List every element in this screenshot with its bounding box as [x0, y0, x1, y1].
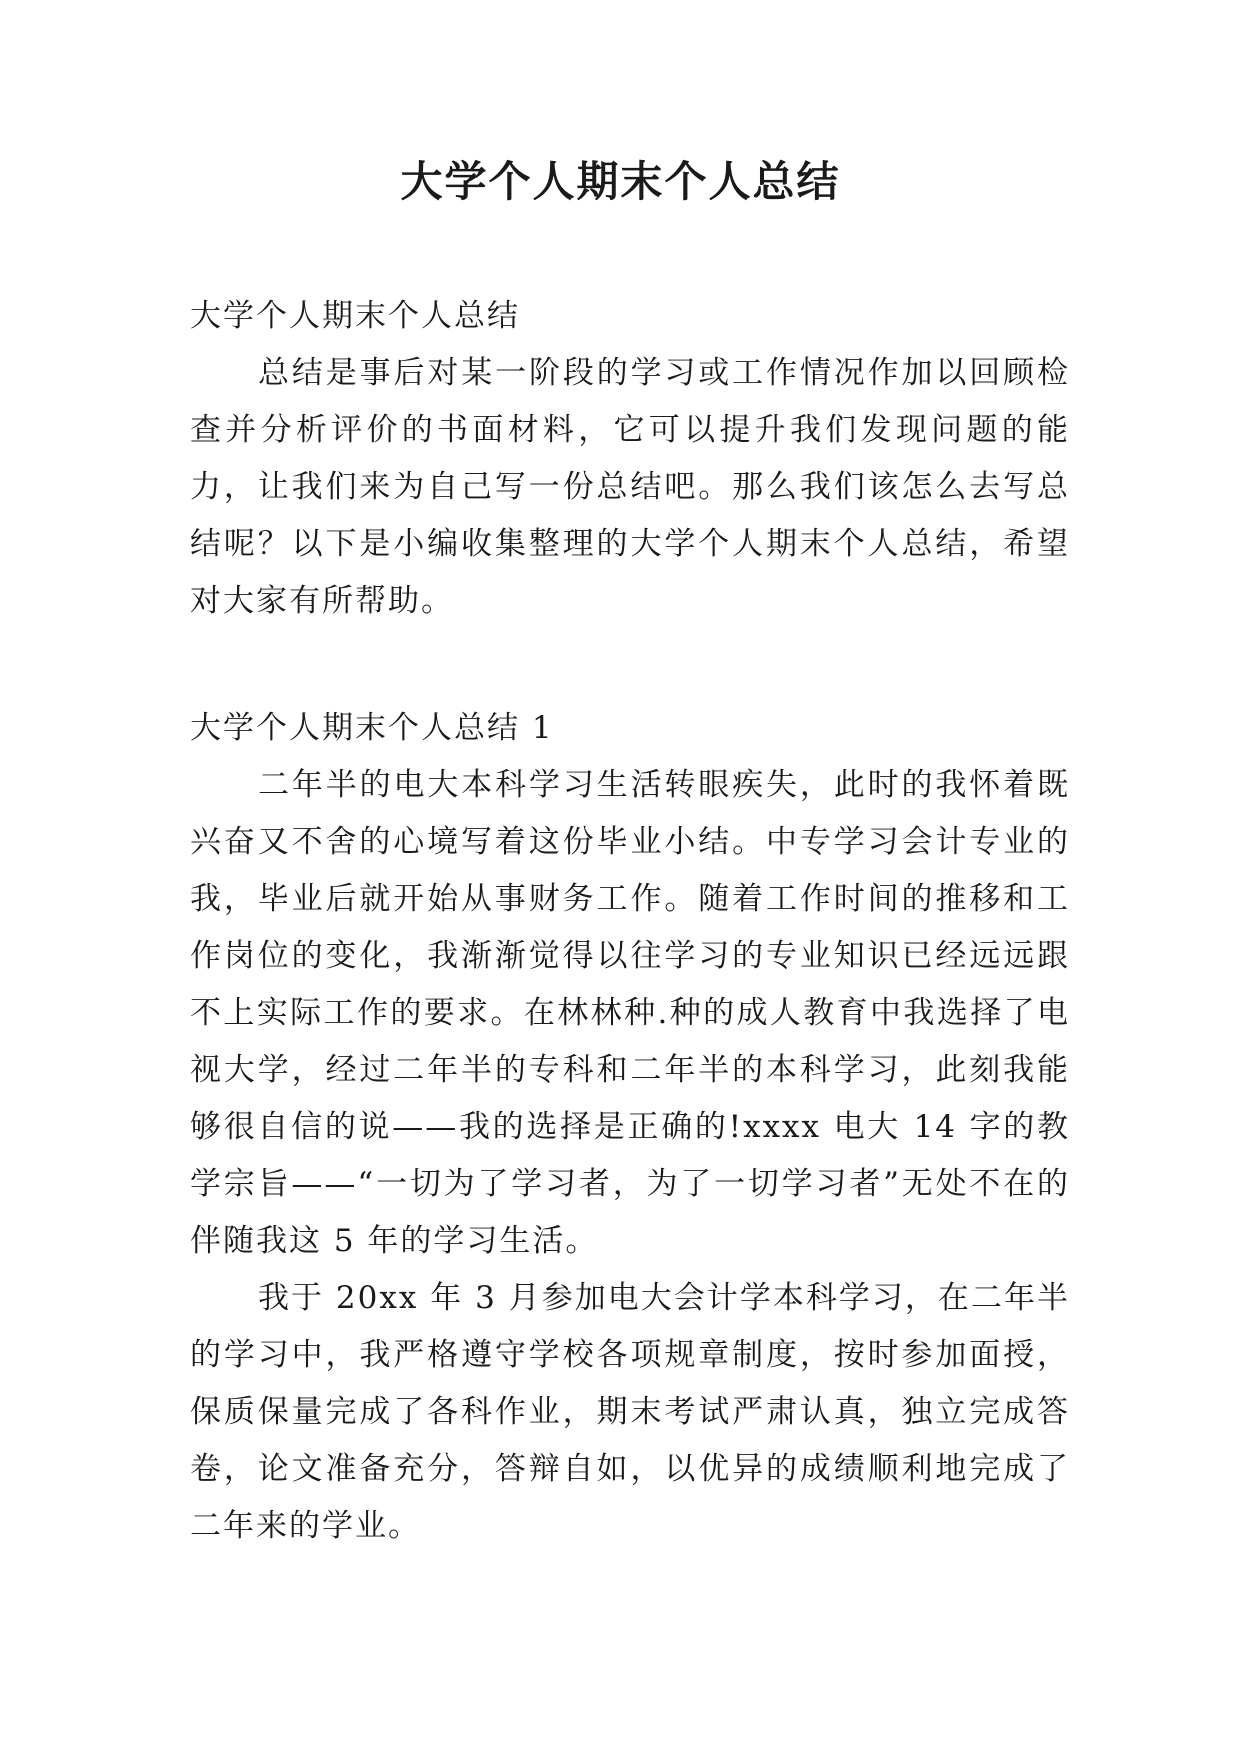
intro-heading: 大学个人期末个人总结 — [190, 298, 520, 334]
section-1 — [190, 700, 1070, 1555]
section-1-paragraph-2: 我于 20xx 年 3 月参加电大会计学本科学习，在二年半的学习中，我严格遵守学校各项规章制度，按时参加面授，保质保量完成了各科作业，期末考试严肃认真，独立完成答卷，论文准备充分，答辩自如，以优异的成绩顺利地完成了二年来的学业。 — [190, 1280, 1070, 1544]
section-1-paragraph-1: 二年半的电大本科学习生活转眼疾失，此时的我怀着既兴奋又不舍的心境写着这份毕业小结。中专学习会计专业的我，毕业后就开始从事财务工作。随着工作时间的推移和工作岗位的变化，我渐渐觉得以往学习的专业知识已经远远跟不上实际工作的要求。在林林种.种的成人教育中我选择了电视大学，经过二年半的专科和二年半的本科学习，此刻我能够很自信的说——我的选择是正确的!xxxx 电大 14 字的教学宗旨——“一切为了学习者，为了一切学习者”无处不在的伴随我这 5 年的学习生活。 — [190, 767, 1070, 1259]
document-title: 大学个人期末个人总结 — [400, 157, 841, 206]
intro-section — [190, 288, 1070, 630]
section-1-heading: 大学个人期末个人总结 1 — [190, 710, 554, 746]
intro-paragraph: 总结是事后对某一阶段的学习或工作情况作加以回顾检查并分析评价的书面材料，它可以提升我们发现问题的能力，让我们来为自己写一份总结吧。那么我们该怎么去写总结呢？以下是小编收集整理的大学个人期末个人总结，希望对大家有所帮助。 — [190, 355, 1070, 619]
